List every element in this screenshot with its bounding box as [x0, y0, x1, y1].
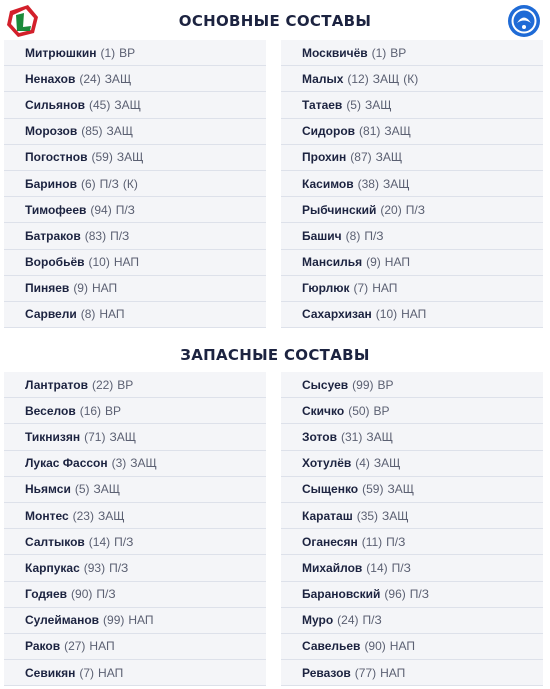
- player-number: (59): [91, 150, 113, 165]
- player-row: [281, 302, 543, 328]
- player-number: (71): [84, 429, 106, 444]
- player-number: (93): [83, 560, 106, 575]
- player-name: Мансилья: [302, 255, 363, 270]
- player-row: [4, 529, 266, 555]
- player-number: (38): [357, 176, 379, 191]
- player-number: (50): [348, 403, 370, 418]
- player-position: ЗАЩ: [366, 429, 393, 444]
- player-name: Морозов: [25, 124, 78, 139]
- player-row: [281, 529, 543, 555]
- player-row: [281, 451, 543, 477]
- player-name: Сильянов: [25, 97, 85, 112]
- player-position: НАП: [384, 255, 410, 270]
- player-number: (96): [384, 587, 406, 602]
- player-position: НАП: [98, 665, 124, 680]
- player-position: П/З: [386, 534, 406, 549]
- player-name: Воробьёв: [25, 255, 85, 270]
- player-name: Сысуев: [302, 377, 349, 392]
- player-row: [281, 145, 543, 171]
- player-name: Монтес: [25, 508, 69, 523]
- player-name: Малых: [302, 71, 344, 86]
- player-number: (1): [100, 45, 116, 60]
- home-substitutes: [4, 372, 266, 686]
- player-position: П/З: [99, 176, 119, 191]
- away-starting-lineup: [281, 40, 543, 328]
- player-row: [281, 582, 543, 608]
- player-row: [4, 250, 266, 276]
- player-position: П/З: [114, 534, 134, 549]
- player-position: П/З: [364, 228, 384, 243]
- player-row: [281, 197, 543, 223]
- player-number: (9): [366, 255, 381, 270]
- player-position: НАП: [99, 307, 125, 322]
- player-row: [281, 555, 543, 581]
- home-starting-lineup: [4, 40, 266, 328]
- player-position: ЗАЩ: [384, 124, 411, 139]
- player-number: (9): [73, 281, 88, 296]
- player-number: (7): [79, 665, 95, 680]
- player-position: НАП: [372, 281, 398, 296]
- player-position: ЗАЩ: [116, 150, 144, 165]
- player-name: Сахархизан: [302, 307, 372, 322]
- player-position: ВР: [119, 45, 136, 60]
- player-number: (1): [371, 45, 387, 60]
- player-row: [281, 608, 543, 634]
- player-row: [4, 66, 266, 92]
- player-row: [4, 372, 266, 398]
- player-row: [4, 171, 266, 197]
- player-position: ЗАЩ: [373, 456, 401, 471]
- player-name: Москвичёв: [302, 45, 368, 60]
- player-number: (12): [347, 71, 369, 86]
- player-number: (8): [345, 228, 361, 243]
- player-row: [281, 634, 543, 660]
- player-number: (10): [375, 307, 398, 322]
- player-name: Веселов: [25, 403, 76, 418]
- player-name: Раков: [25, 639, 61, 654]
- player-position: ВР: [117, 377, 134, 392]
- player-number: (10): [88, 255, 110, 270]
- player-row: [281, 503, 543, 529]
- player-row: [4, 582, 266, 608]
- player-number: (23): [72, 508, 94, 523]
- player-position: НАП: [91, 281, 118, 296]
- player-number: (81): [359, 124, 381, 139]
- player-number: (87): [350, 150, 372, 165]
- player-name: Сидоров: [302, 124, 356, 139]
- player-number: (99): [352, 377, 374, 392]
- player-position: НАП: [380, 665, 406, 680]
- player-position: ЗАЩ: [372, 71, 400, 86]
- player-number: (8): [80, 307, 96, 322]
- player-row: [281, 372, 543, 398]
- player-name: Батраков: [25, 228, 81, 243]
- player-row: [281, 40, 543, 66]
- player-name: Зотов: [302, 429, 337, 444]
- player-name: Прохин: [302, 150, 347, 165]
- player-name: Башич: [302, 228, 342, 243]
- captain-mark: (К): [403, 71, 419, 86]
- player-position: ЗАЩ: [364, 97, 392, 112]
- player-position: НАП: [89, 639, 115, 654]
- player-number: (14): [88, 534, 111, 549]
- player-row: [4, 92, 266, 118]
- player-number: (24): [79, 71, 101, 86]
- player-number: (22): [91, 377, 114, 392]
- player-position: ЗАЩ: [106, 124, 134, 139]
- player-number: (99): [103, 613, 125, 628]
- player-row: [4, 398, 266, 424]
- player-position: П/З: [96, 587, 116, 602]
- player-number: (5): [74, 482, 90, 497]
- player-number: (16): [79, 403, 102, 418]
- player-position: ЗАЩ: [104, 71, 132, 86]
- player-name: Муро: [302, 613, 334, 628]
- player-name: Салтыков: [25, 534, 85, 549]
- player-row: [4, 119, 266, 145]
- player-position: ЗАЩ: [114, 97, 141, 112]
- player-number: (31): [340, 429, 363, 444]
- player-position: ЗАЩ: [387, 482, 414, 497]
- player-position: ВР: [377, 377, 394, 392]
- player-position: ВР: [105, 403, 122, 418]
- player-number: (27): [64, 639, 86, 654]
- player-position: П/З: [405, 202, 425, 217]
- player-row: [4, 477, 266, 503]
- player-name: Ньямси: [25, 482, 71, 497]
- player-name: Касимов: [302, 176, 354, 191]
- player-row: [281, 477, 543, 503]
- player-name: Митрюшкин: [25, 45, 97, 60]
- player-row: [281, 92, 543, 118]
- player-number: (35): [356, 508, 379, 523]
- player-name: Лукас Фассон: [25, 456, 108, 471]
- player-number: (14): [366, 560, 388, 575]
- player-name: Лантратов: [25, 377, 88, 392]
- player-position: П/З: [362, 613, 382, 628]
- player-name: Пиняев: [25, 281, 70, 296]
- player-row: [4, 660, 266, 686]
- player-number: (85): [81, 124, 103, 139]
- player-name: Баринов: [25, 176, 77, 191]
- player-position: ВР: [373, 403, 390, 418]
- player-row: [4, 424, 266, 450]
- player-row: [4, 223, 266, 249]
- player-position: П/З: [409, 587, 429, 602]
- player-row: [4, 634, 266, 660]
- player-name: Сарвели: [25, 307, 77, 322]
- player-position: П/З: [109, 560, 129, 575]
- player-position: ЗАЩ: [109, 429, 136, 444]
- player-name: Севикян: [25, 665, 76, 680]
- player-number: (59): [362, 482, 384, 497]
- player-row: [4, 197, 266, 223]
- player-number: (5): [346, 97, 361, 112]
- player-name: Савельев: [302, 639, 361, 654]
- player-row: [281, 223, 543, 249]
- player-position: П/З: [391, 560, 411, 575]
- player-name: Караташ: [302, 508, 353, 523]
- player-name: Тимофеев: [25, 202, 87, 217]
- player-name: Сыщенко: [302, 482, 359, 497]
- player-number: (6): [80, 176, 96, 191]
- player-position: ЗАЩ: [382, 176, 410, 191]
- player-row: [281, 424, 543, 450]
- player-number: (94): [90, 202, 112, 217]
- substitutes-title: ЗАПАСНЫЕ СОСТАВЫ: [180, 346, 370, 364]
- player-position: ЗАЩ: [97, 508, 125, 523]
- away-substitutes: [281, 372, 543, 686]
- player-row: [281, 119, 543, 145]
- player-row: [4, 503, 266, 529]
- player-number: (4): [355, 456, 370, 471]
- starting-lineups-title: ОСНОВНЫЕ СОСТАВЫ: [178, 12, 372, 30]
- player-row: [4, 608, 266, 634]
- player-row: [4, 40, 266, 66]
- player-position: НАП: [113, 255, 140, 270]
- player-name: Карпукас: [25, 560, 80, 575]
- player-row: [4, 302, 266, 328]
- player-row: [281, 398, 543, 424]
- captain-mark: (К): [122, 176, 138, 191]
- player-row: [281, 276, 543, 302]
- player-name: Годяев: [25, 587, 68, 602]
- player-row: [4, 276, 266, 302]
- player-number: (83): [84, 228, 107, 243]
- player-number: (90): [71, 587, 93, 602]
- player-number: (7): [353, 281, 369, 296]
- player-position: ЗАЩ: [130, 456, 157, 471]
- player-row: [281, 250, 543, 276]
- player-name: Скичко: [302, 403, 345, 418]
- player-row: [4, 451, 266, 477]
- player-row: [4, 145, 266, 171]
- player-name: Тикнизян: [25, 429, 81, 444]
- player-position: НАП: [401, 307, 427, 322]
- player-name: Ненахов: [25, 71, 76, 86]
- player-name: Рыбчинский: [302, 202, 377, 217]
- player-name: Михайлов: [302, 560, 363, 575]
- player-position: П/З: [115, 202, 135, 217]
- player-name: Сулейманов: [25, 613, 100, 628]
- player-name: Ревазов: [302, 665, 351, 680]
- player-number: (77): [354, 665, 377, 680]
- player-position: НАП: [389, 639, 415, 654]
- player-number: (45): [89, 97, 111, 112]
- player-position: П/З: [110, 228, 130, 243]
- player-number: (24): [337, 613, 359, 628]
- player-row: [281, 660, 543, 686]
- player-position: НАП: [128, 613, 154, 628]
- player-number: (3): [111, 456, 127, 471]
- player-position: ЗАЩ: [93, 482, 121, 497]
- player-name: Гюрлюк: [302, 281, 350, 296]
- player-name: Татаев: [302, 97, 343, 112]
- player-position: ЗАЩ: [382, 508, 409, 523]
- player-name: Оганесян: [302, 534, 358, 549]
- player-row: [281, 66, 543, 92]
- player-name: Погостнов: [25, 150, 88, 165]
- player-name: Барановский: [302, 587, 381, 602]
- player-number: (20): [380, 202, 402, 217]
- player-number: (90): [364, 639, 386, 654]
- player-row: [4, 555, 266, 581]
- player-name: Хотулёв: [302, 456, 352, 471]
- player-number: (11): [361, 534, 383, 549]
- player-position: ЗАЩ: [375, 150, 403, 165]
- player-position: ВР: [390, 45, 407, 60]
- player-row: [281, 171, 543, 197]
